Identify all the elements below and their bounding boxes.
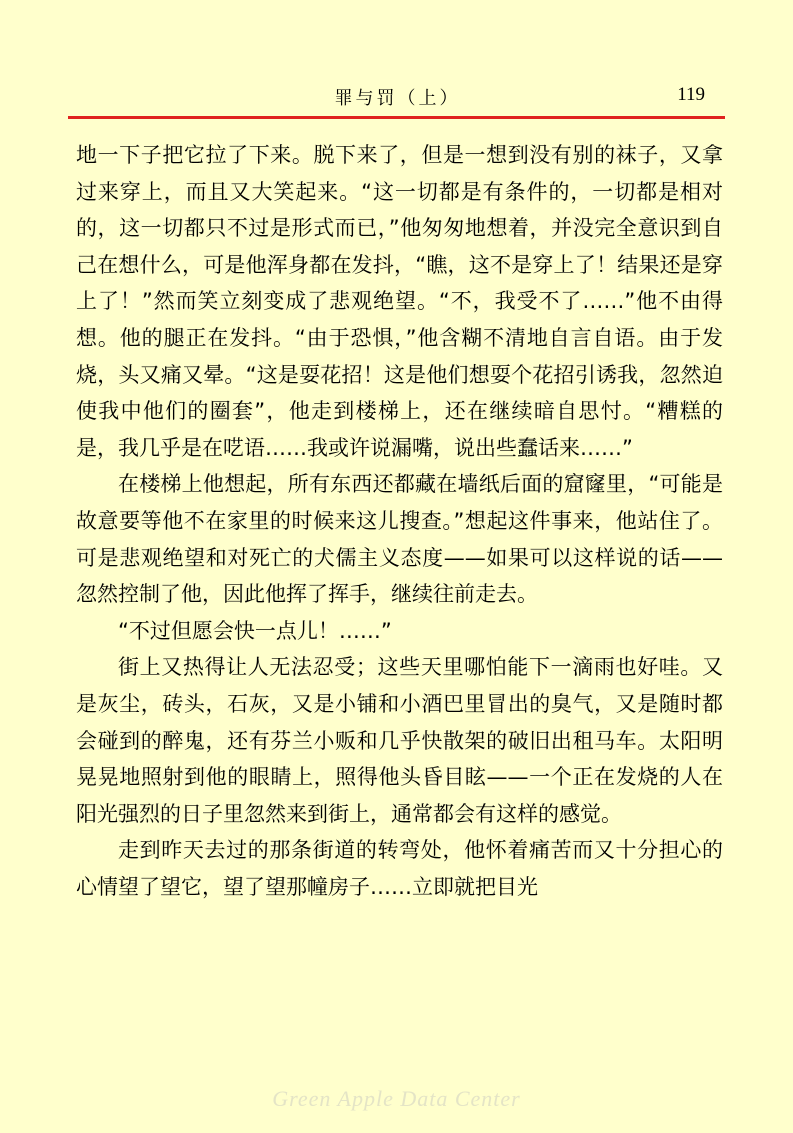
paragraph: 在楼梯上他想起，所有东西还都藏在墙纸后面的窟窿里，“可能是故意要等他不在家里的时候来这儿搜查。”想起这件事来，他站住了。可是悲观绝望和对死亡的犬儒主义态度——如果可以这样说的话——忽然控制了他，因此他挥了挥手，继续往前走去。 (76, 472, 723, 607)
paragraph: 地一下子把它拉了下来。脱下来了，但是一想到没有别的袜子，又拿过来穿上，而且又大笑起来。“这一切都是有条件的，一切都是相对的，这一切都只不过是形式而已，”他匆匆地想着，并没完全意识到自己在想什么，可是他浑身都在发抖，“瞧，这不是穿上了！结果还是穿上了！”然而笑立刻变成了悲观绝望。“不，我受不了……”他不由得想。他的腿正在发抖。“由于恐惧，”他含糊不清地自言自语。由于发烧，头又痛又晕。“这是耍花招！这是他们想耍个花招引诱我，忽然迫使我中他们的圈套”，他走到楼梯上，还在继续暗自思忖。“糟糕的是，我几乎是在呓语……我或许说漏嘴，说出些蠢话来……” (76, 143, 723, 460)
paragraph: 街上又热得让人无法忍受；这些天里哪怕能下一滴雨也好哇。又是灰尘，砖头，石灰，又是小铺和小酒巴里冒出的臭气，又是随时都会碰到的醉鬼，还有芬兰小贩和几乎快散架的破旧出租马车。太阳明晃晃地照射到他的眼睛上，照得他头昏目眩——一个正在发烧的人在阳光强烈的日子里忽然来到街上，通常都会有这样的感觉。 (76, 655, 723, 826)
paragraph: 走到昨天去过的那条街道的转弯处，他怀着痛苦而又十分担心的心情望了望它，望了望那幢房子……立即就把目光 (76, 838, 723, 899)
watermark: Green Apple Data Center (272, 1086, 521, 1111)
body-text (76, 137, 723, 905)
book-title: 罪与罚（上） (334, 88, 461, 109)
page-header (70, 78, 725, 118)
header-divider (68, 116, 725, 119)
page-number: 119 (677, 84, 705, 105)
paragraph: “不过但愿会快一点儿！……” (118, 618, 392, 643)
